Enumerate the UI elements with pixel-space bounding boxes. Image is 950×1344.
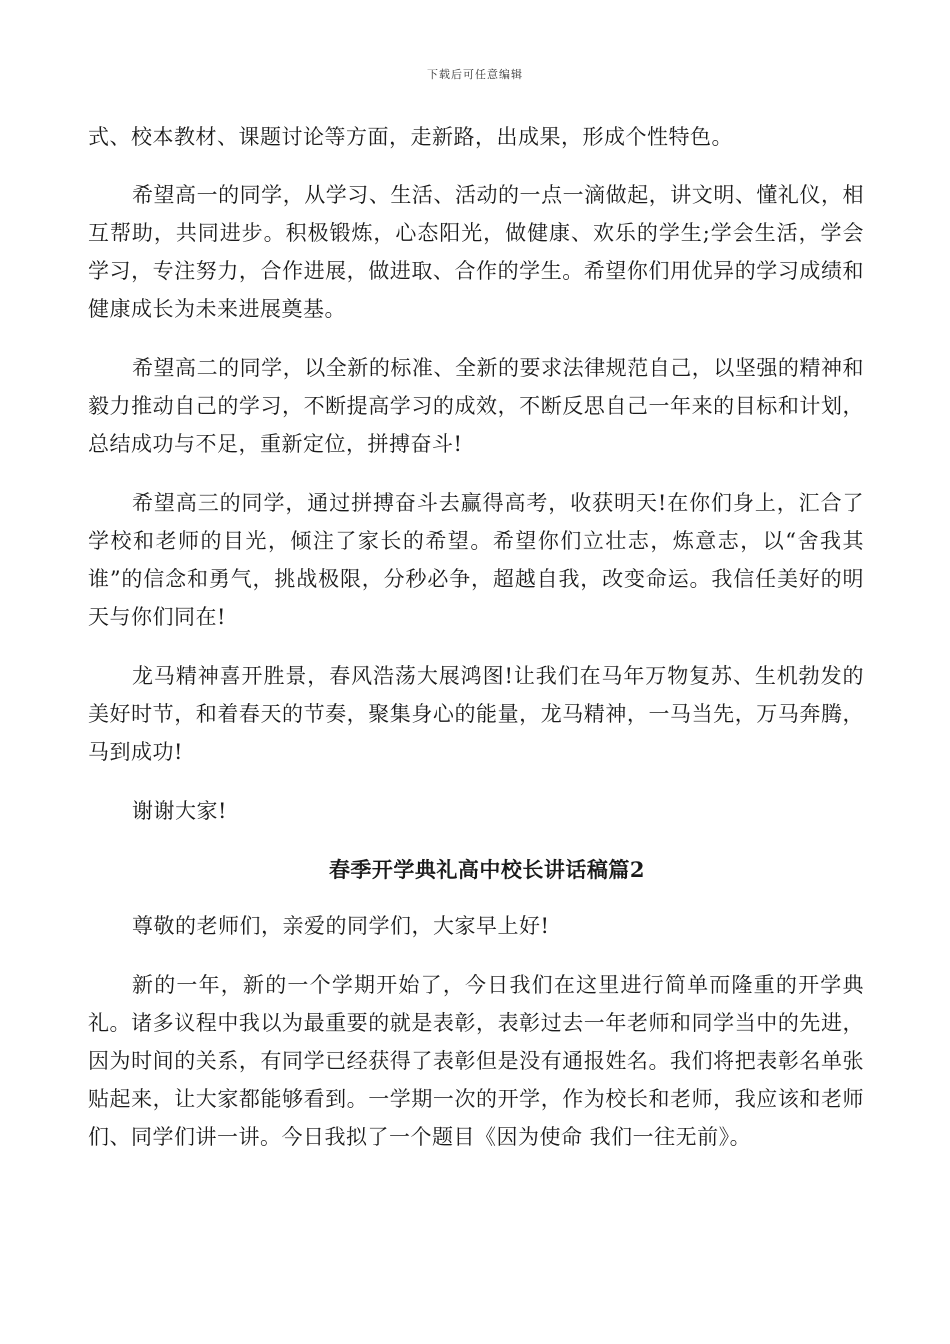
- paragraph-continuation: 式、校本教材、课题讨论等方面，走新路，出成果，形成个性特色。: [88, 125, 733, 149]
- paragraph-new-semester: 新的一年，新的一个学期开始了，今日我们在这里进行简单而隆重的开学典礼。诸多议程中我以为最重要的就是表彰，表彰过去一年老师和同学当中的先进，因为时间的关系，有同学已经获得了表彰但是没有通报姓名。我们将把表彰名单张贴起来，让大家都能够看到。一学期一次的开学，作为校长和老师，我应该和老师们、同学们讲一讲。今日我拟了一个题目《因为使命 我们一往无前》。: [88, 973, 864, 1149]
- header-note: 下载后可任意编辑: [427, 68, 523, 81]
- paragraph-grade-one: 希望高一的同学，从学习、生活、活动的一点一滴做起，讲文明、懂礼仪，相互帮助，共同进步。积极锻炼，心态阳光，做健康、欢乐的学生;学会生活，学会学习，专注努力，合作进展，做进取、合作的学生。希望你们用优异的学习成绩和健康成长为未来进展奠基。: [88, 183, 864, 321]
- paragraph-closing-wish: 龙马精神喜开胜景，春风浩荡大展鸿图!让我们在马年万物复苏、生机勃发的美好时节，和着春天的节奏，聚集身心的能量，龙马精神，一马当先，万马奔腾，马到成功!: [88, 664, 864, 764]
- paragraph-grade-three: 希望高三的同学，通过拼搏奋斗去赢得高考，收获明天!在你们身上，汇合了学校和老师的目光，倾注了家长的希望。希望你们立壮志，炼意志，以“舍我其谁”的信念和勇气，挑战极限，分秒必争，超越自我，改变命运。我信任美好的明天与你们同在!: [88, 491, 864, 629]
- paragraph-greeting: 尊敬的老师们，亲爱的同学们，大家早上好!: [132, 914, 550, 938]
- paragraph-grade-two: 希望高二的同学，以全新的标准、全新的要求法律规范自己，以坚强的精神和毅力推动自己的学习，不断提高学习的成效，不断反思自己一年来的目标和计划，总结成功与不足，重新定位，拼搏奋斗!: [88, 356, 864, 456]
- section-title: 春季开学典礼高中校长讲话稿篇2: [328, 857, 646, 882]
- paragraph-thanks: 谢谢大家!: [132, 799, 227, 823]
- document-body: [88, 118, 864, 1177]
